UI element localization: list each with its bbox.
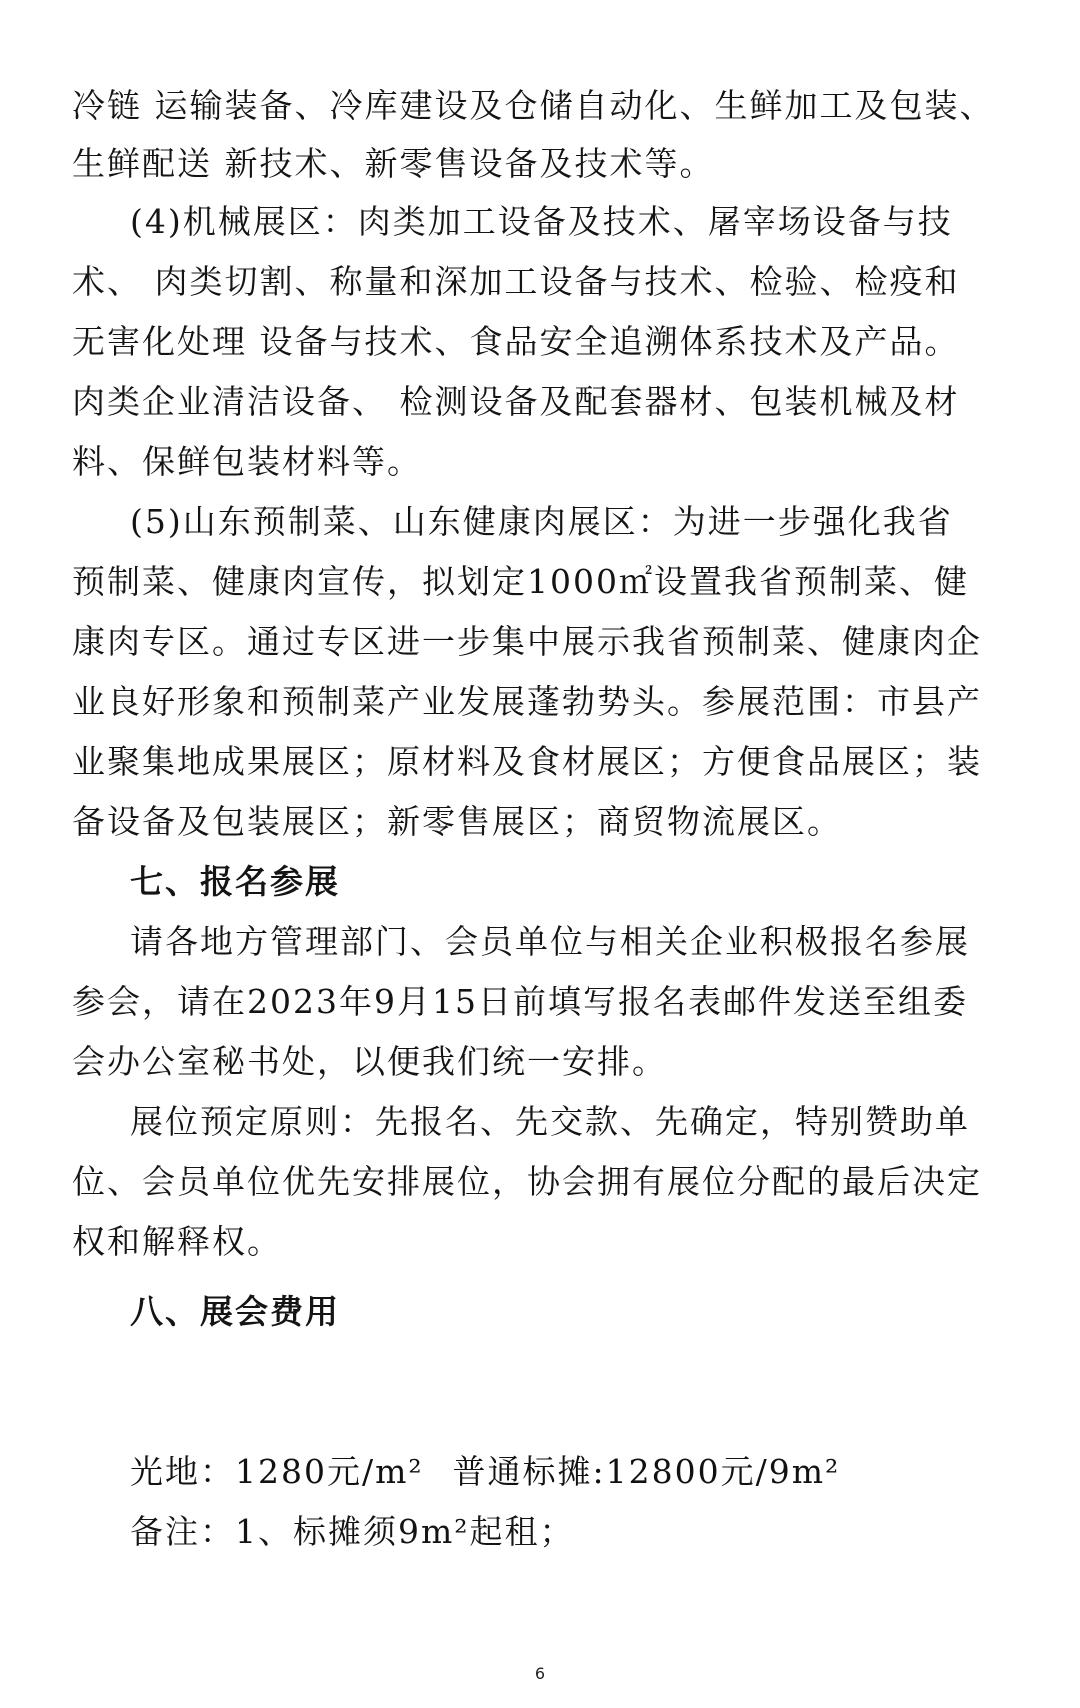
section-heading: 七、报名参展 <box>130 862 340 901</box>
body-line: 会办公室秘书处，以便我们统一安排。 <box>72 1042 667 1081</box>
fee-standard-booth: 普通标摊:12800元/9m² <box>452 1452 841 1491</box>
body-line: 冷链 运输装备、冷库建设及仓储自动化、生鲜加工及包装、 <box>72 86 995 125</box>
body-line: 业聚集地成果展区；原材料及食材展区；方便食品展区；装 <box>72 742 982 781</box>
body-line: 备设备及包装展区；新零售展区；商贸物流展区。 <box>72 802 842 841</box>
body-line: 肉类企业清洁设备、 检测设备及配套器材、包装机械及材 <box>72 382 960 421</box>
page-number: 6 <box>534 1664 546 1683</box>
body-line: 料、保鲜包装材料等。 <box>72 442 422 481</box>
fee-ground: 光地：1280元/m² <box>130 1452 424 1491</box>
body-line: 术、 肉类切割、称量和深加工设备与技术、检验、检疫和 <box>72 262 960 301</box>
body-line: 展位预定原则：先报名、先交款、先确定，特别赞助单 <box>130 1102 970 1141</box>
body-line: 参会，请在2023年9月15日前填写报名表邮件发送至组委 <box>72 982 968 1021</box>
body-line: 业良好形象和预制菜产业发展蓬勃势头。参展范围：市县产 <box>72 682 982 721</box>
body-line: (5)山东预制菜、山东健康肉展区：为进一步强化我省 <box>130 502 953 541</box>
body-line: 权和解释权。 <box>72 1222 282 1261</box>
body-line: 位、会员单位优先安排展位，协会拥有展位分配的最后决定 <box>72 1162 982 1201</box>
body-line: 无害化处理 设备与技术、食品安全追溯体系技术及产品。 <box>72 322 960 361</box>
body-line: 生鲜配送 新技术、新零售设备及技术等。 <box>72 144 715 183</box>
section-heading: 八、展会费用 <box>130 1292 340 1331</box>
body-line: 康肉专区。通过专区进一步集中展示我省预制菜、健康肉企 <box>72 622 982 661</box>
body-line: (4)机械展区：肉类加工设备及技术、屠宰场设备与技 <box>130 202 953 241</box>
body-line: 预制菜、健康肉宣传，拟划定1000㎡设置我省预制菜、健 <box>72 562 969 601</box>
fee-row <box>130 1450 840 1494</box>
body-line: 请各地方管理部门、会员单位与相关企业积极报名参展 <box>130 922 970 961</box>
fee-note: 备注：1、标摊须9m²起租； <box>130 1512 575 1551</box>
